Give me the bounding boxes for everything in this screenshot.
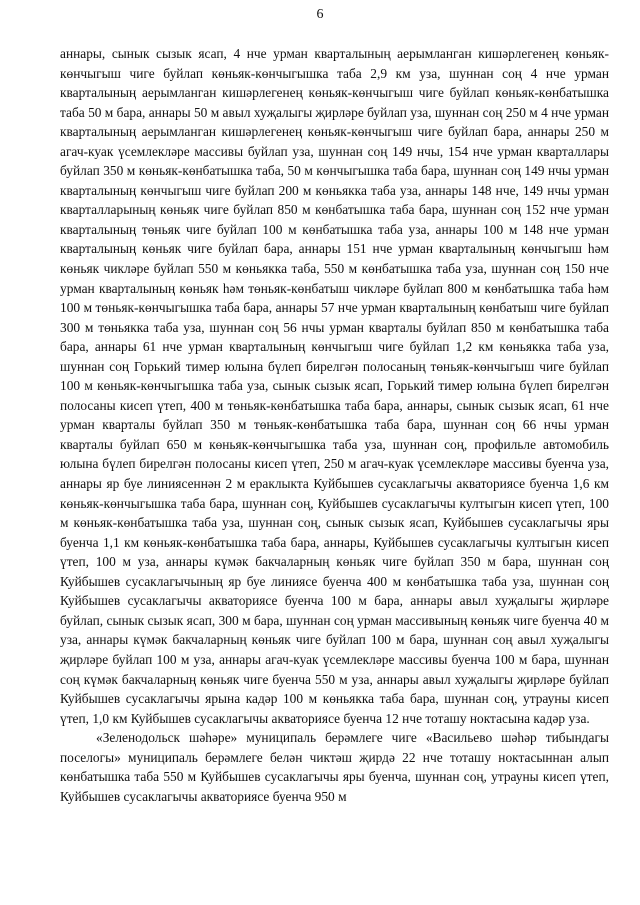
paragraph-2: «Зеленодольск шәһәре» муниципаль берәмлеге чиге «Васильево шәһәр тибындагы поселогы» муниципаль берәмлеге белән чиктәш җирдә 22 нче тоташу ноктасыннан алып көнбатышка таба 550 м Куйбышев сусаклагычы яры буенча, шуннан соң, утрауны кисеп үтеп, Куйбышев сусаклагычы акваториясе буенча 950 м (60, 730, 609, 804)
paragraph-1: аннары, сынык сызык ясап, 4 нче урман кварталының аерымланган кишәрлегенең көньяк-көнчыгыш чиге буйлап көньяк-көнчыгышка таба 2,9 км уза, шуннан соң 4 нче урман кварталының аерымланган кишәрлегенең көньяк-көнчыгыш чиге буйлап көньяк-көнбатышка таба 50 м бара, аннары 50 м авыл хуҗалыгы җирләре буйлап уза, шуннан соң 250 м 4 нче урман кварталының аерымланган кишәрлегенең көньяк-көнчыгыш чиге буйлап бара, аннары 250 м агач-куак үсемлекләре массивы буйлап уза, шуннан соң 149 нчы, 154 нче урман кварталлары буйлап 350 м көньяк-көнбатышка таба, 50 м көнчыгышка таба бара, шуннан соң 149 нчы урман кварталының көнчыгыш чиге буйлап 200 м көньякка таба уза, аннары 148 нче, 149 нчы урман кварталларының көньяк чиге буйлап 850 м көнбатышка таба бара, шуннан соң 152 нче урман кварталының төньяк чиге буйлап 100 м көнбатышка таба уза, аннары 100 м 148 нче урман кварталының көньяк чиге буйлап бара, аннары 151 нче урман кварталының көнчыгыш һәм көньяк чикләре буйлап 550 м көньякка таба, 550 м көнбатышка таба уза, шуннан соң 150 нче урман кварталының көньяк һәм төньяк-көнбатыш чикләре буйлап 800 м көнбатышка таба һәм 100 м төньяк-көнчыгышка таба бара, аннары 57 нче урман кварталының көнбатыш чиге буйлап 300 м төньякка таба уза, шуннан соң 56 нчы урман кварталы буйлап 850 м көнбатышка таба бара, аннары 61 нче урман кварталының көнчыгыш чиге буйлап 1,2 км көньякка таба уза, шуннан соң Горький тимер юлына бүлеп бирелгән полосаның төньяк-көнчыгыш чиге буйлап 100 м көньяк-көнчыгышка таба уза, сынык сызык ясап, Горький тимер юлына бүлеп бирелгән полосаны кисеп үтеп, 400 м төньяк-көнбатышка таба бара, аннары, сынык сызык ясап, 61 нче урман кварталы буйлап 350 м төньяк-көнбатышка таба бара, шуннан соң 66 нчы урман кварталы буйлап 650 м көньяк-көнчыгышка таба уза, шуннан соң, профильле автомобиль юлына бүлеп бирелгән полосаны кисеп үтеп, 250 м агач-куак үсемлекләре массивы буенча уза, аннары яр буе линиясеннән 2 м ераклыкта Куйбышев сусаклагычы акваториясе буенча 1,6 км көньяк-көнчыгышка таба бара, шуннан соң, Куйбышев сусаклагычы култыгын кисеп үтеп, 100 м көньяк-көнбатышка таба уза, шуннан соң, сынык сызык ясап, Куйбышев сусаклагычы яры буенча 1,1 км көньяк-көнбатышка таба бара, аннары, Куйбышев сусаклагычы култыгын кисеп үтеп, 100 м уза, аннары күмәк бакчаларның көньяк чиге буйлап 350 м бара, шуннан соң Куйбышев сусаклагычының яр буе линиясе буенча 400 м көнбатышка таба уза, шуннан соң Куйбышев сусаклагычы акваториясе буенча 100 м бара, аннары авыл хуҗалыгы җирләре буйлап, сынык сызык ясап, 300 м бара, шуннан соң урман массивының көньяк чиге буенча 40 м уза, аннары күмәк бакчаларның көньяк чиге буйлап 100 м бара, шуннан соң авыл хуҗалыгы җирләре буйлап 100 м уза, аннары агач-куак үсемлекләре массивы буенча 100 м бара, шуннан соң күмәк бакчаларның көньяк чиге буенча 550 м уза, аннары авыл хуҗалыгы җирләре буйлап Куйбышев сусаклагычы ярына кадәр 100 м көньякка таба бара, шуннан соң, утрауны кисеп үтеп, 1,0 км Куйбышев сусаклагычы акваториясе буенча 12 нче тоташу ноктасына кадәр уза. (60, 46, 609, 726)
body-text (60, 44, 609, 806)
page-number: 6 (316, 7, 324, 22)
